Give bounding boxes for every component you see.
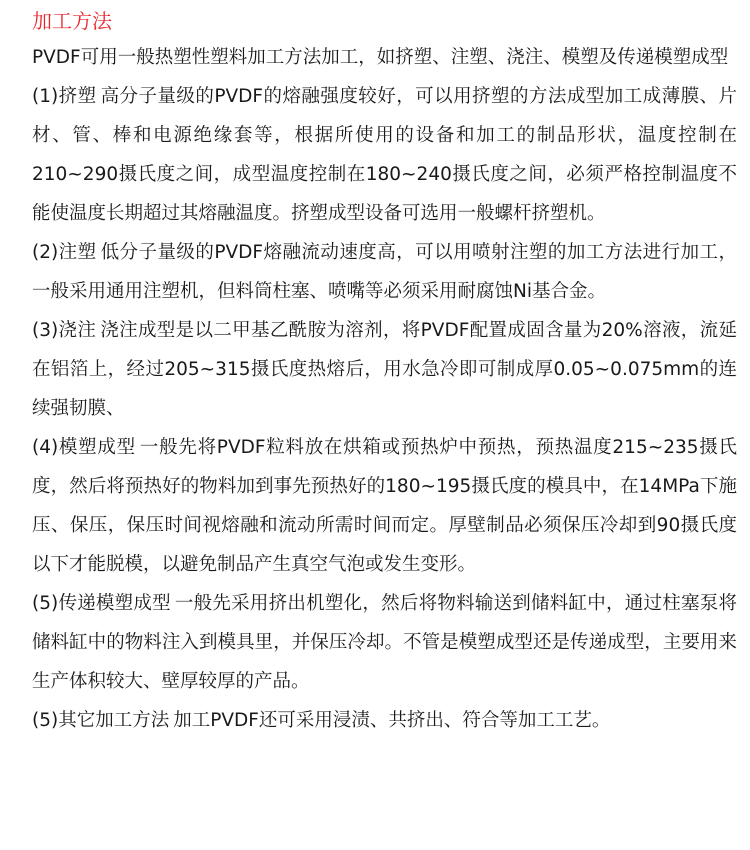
paragraph-label: (1)挤塑 [32,86,97,107]
paragraph-injection [32,233,737,311]
paragraph-text: 浇注成型是以二甲基乙酰胺为溶剂，将PVDF配置成固含量为20%溶液，流延在铝箔上，经过205~315摄氏度热熔后，用水急冷即可制成厚0.05~0.075mm的连续强韧膜、 [32,320,737,419]
intro-paragraph: PVDF可用一般热塑性塑料加工方法加工，如挤塑、注塑、浇注、模塑及传递模塑成型 [32,47,729,68]
paragraph-label: (5)传递模塑成型 [32,593,171,614]
paragraph-text: 高分子量级的PVDF的熔融强度较好，可以用挤塑的方法成型加工成薄膜、片材、管、棒和电源绝缘套等，根据所使用的设备和加工的制品形状，温度控制在210~290摄氏度之间，成型温度控制在180~240摄氏度之间，必须严格控制温度不能使温度长期超过其熔融温度。挤塑成型设备可选用一般螺杆挤塑机。 [32,86,737,224]
paragraph-other-methods [32,701,737,740]
paragraph-label: (4)模塑成型 [32,437,136,458]
paragraph-label: (5)其它加工方法 [32,710,170,731]
paragraph-text: 加工PVDF还可采用浸渍、共挤出、符合等加工工艺。 [173,710,611,731]
paragraph-transfer-molding [32,584,737,701]
paragraph-label: (3)浇注 [32,320,97,341]
paragraph-text: 一般先采用挤出机塑化，然后将物料输送到储料缸中，通过柱塞泵将储料缸中的物料注入到模具里，并保压冷却。不管是模塑成型还是传递成型，主要用来生产体积较大、壁厚较厚的产品。 [32,593,737,692]
paragraph-molding [32,428,737,584]
paragraph-extrusion [32,77,737,233]
article [32,6,737,740]
paragraph-casting [32,311,737,428]
paragraph-label: (2)注塑 [32,242,97,263]
paragraph-text: 低分子量级的PVDF熔融流动速度高，可以用喷射注塑的加工方法进行加工，一般采用通用注塑机，但料筒柱塞、喷嘴等必须采用耐腐蚀Ni基合金。 [32,242,737,302]
section-title: 加工方法 [32,9,112,33]
paragraph-text: 一般先将PVDF粒料放在烘箱或预热炉中预热，预热温度215~235摄氏度，然后将预热好的物料加到事先预热好的180~195摄氏度的模具中，在14MPa下施压、保压，保压时间视熔融和流动所需时间而定。厚壁制品必须保压冷却到90摄氏度以下才能脱模，以避免制品产生真空气泡或发生变形。 [32,437,737,575]
